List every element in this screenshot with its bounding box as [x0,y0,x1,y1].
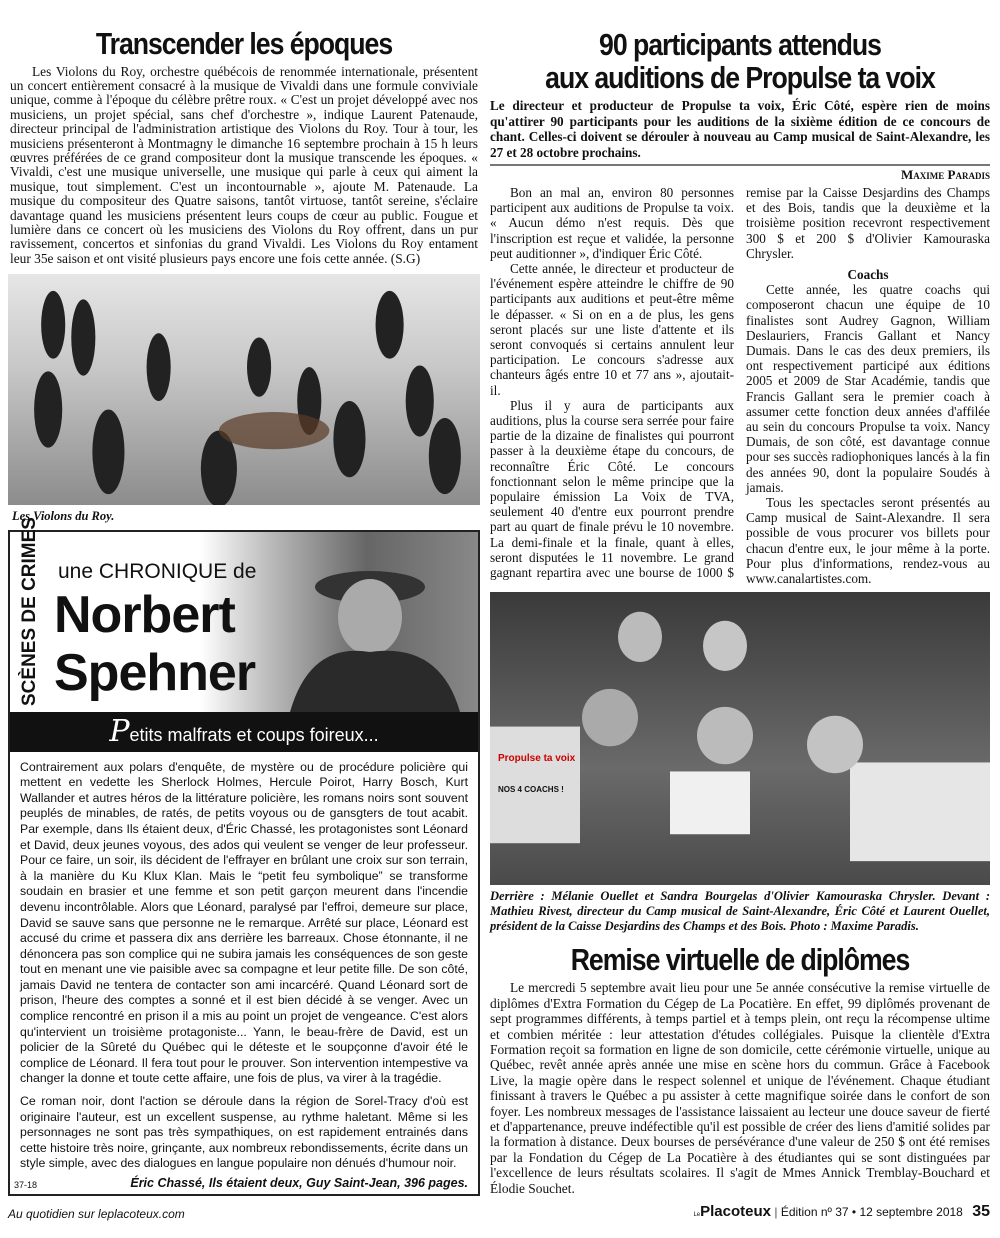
violons-du-roy-photo [8,274,480,504]
article-title: Transcender les époques [95,26,393,61]
paragraph: Cette année, le directeur et producteur de l'événement espère atteindre le chiffre de 90 participants aux auditions et peut-être même le dépasser. « Si on en a de plus, les gens seront placés sur une liste d'attente et ils seront convoqués si certains annulent leur participation. Le concours s'adresse aux chanteurs âgés entre 10 et 77 ans », ajoutait-il. [490,261,734,398]
photo-caption: Derrière : Mélanie Ouellet et Sandra Bourgelas d'Olivier Kamouraska Chrysler. Devant : Mathieu Rivest, directeur du Camp musical de Saint-Alexandre, Éric Côté et Laurent Ouellet, président de la Caisse Desjardins des Champs et des Bois. Photo : Maxime Paradis. [490,888,990,933]
article-lead: Le directeur et producteur de Propulse ta voix, Éric Côté, espère rien de moins qu'attirer 90 participants pour les auditions de la sixième édition de ce concours de chant. Celles-ci doivent se dérouler à nouveau au Camp musical de Saint-Alexandre, les 27 et 28 octobre prochains. [490,98,990,160]
author-first-name: Norbert [54,585,235,644]
article-title [525,28,955,94]
section-vertical-label: SCÈNES DE CRIMES [19,516,40,706]
musicians-image [8,274,480,504]
chronique-code: 37-18 [14,1180,38,1190]
footer-folio [693,1203,990,1221]
chronique-subtitle: etits malfrats et coups foireux... [129,724,379,745]
paragraph: Ce roman noir, dont l'action se déroule dans la région de Sorel-Tracy d'où est originaire l'auteur, est un excellent suspense, au rythme haletant. Même si les personnages ne sont pas très sympathiques, on est rapidement entrainés dans cette histoire très noire, grinçante, aux nombreux rebondissements, écrite dans un style simple, avec des dialogues en langue populaire non dénués d'humour noir. [20,1094,468,1171]
poster-title: Propulse ta voix [498,753,576,765]
title-line: aux auditions de Propulse ta voix [545,60,935,95]
footer-website[interactable]: Au quotidien sur leplacoteux.com [8,1207,185,1221]
article-columns [490,185,990,586]
newspaper-logo: Placoteux [700,1203,771,1220]
article-body [490,980,990,1196]
paragraph: Contrairement aux polars d'enquête, de mystère ou de procédure policière qui mettent en vedette les Sherlock Holmes, Hercule Poirot, Harry Bosch, Kurt Wallander et autres héros de la littérature policière, les romans noirs sont souvent peuplés de minables, de ratés, de petits voyous ou de gansgters de tout acabit. Par exemple, dans Ils étaient deux, d'Éric Chassé, les protagonistes sont Léonard et David, deux jeunes voyous, des ados qui veulent se venger de leur professeur. Pour ce faire, un soir, ils décident de l'effrayer en brûlant une croix sur son terrain, à la manière du Ku Klux Klan. Mais le “petit feu symbolique” se transforme soudain en brasier et une femme et son petit garçon meurent dans l'incendie devenu incontrôlable. Alors que Léonard, paralysé par l'effroi, demeure sur place, David se sauve sans que personne ne le remarque. Arrêté sur place, Léonard est accusé du crime et passera dix ans derrière les barreaux. Chose étonnante, il ne dénoncera pas son complice qui ne subira jamais les conséquences de son geste tout en menant une vie paisible avec sa compagne et leur petite fille. De son côté, jamais David ne tentera de contacter son ami incarcéré. Quand Léonard sort de prison, l'heure des comptes a sonné et il est bien décidé à se venger. Avec un complice rencontré en prison il a mis au point un projet de vengeance. C'est alors qu'intervient un troisième protagoniste... Yann, le beau-frère de David, est un policier de la Sûreté du Québec qui le déteste et le soupçonne d'avoir été le complice de Léonard. Il fera tout pour le prouver. Son intervention intempestive va changer la donne et toute cette affaire, une fois de plus, va virer à la tragédie. [20,759,468,1086]
paragraph: Cette année, les quatre coachs qui composeront chacun une équipe de 10 finalistes sont Audrey Gagnon, William Deslauriers, Francis Gallant et Nancy Dumais. Dans le cas des deux premiers, ils ont respectivement participé aux éditions 2005 et 2009 de Star Académie, tandis que Francis Gallant sera le premier coach à assumer cette fonction deux années d'affilée au sein du concours Propulse ta voix. Nancy Dumais, de son côté, est davantage connue pour ses succès radiophoniques lancés à la fin des années 90, dont la populaire Soudés à jamais. [746,282,990,495]
subhead: Coachs [847,267,889,283]
paragraph: Les Violons du Roy, orchestre québécois de renommée internationale, présentent un concert entièrement consacré à la musique de Vivaldi dans une formule conviviale unique, comme à l'époque du célèbre prêtre roux. « C'est un projet développé avec nos musiciens, un projet spécial, sans chef d'orchestre », indique Laurent Patenaude, directeur principal de l'administration artistique des Violons du Roy. Tour à tour, les musiciens présenteront à Montmagny le dimanche 16 septembre prochain à 15 h leurs œuvres préférées de ce grand compositeur dont la musique transcende les époques. « Vivaldi, c'est une musique universelle, une musique qui parle à ceux qui aiment la musique, tout simplement. C'est un incontournable », ajoute M. Patenaude. La musique du compositeur des Quatre saisons, tantôt virtuose, tantôt sereine, s'éclaire davantage quand les musiciens présentent leurs coups de cœur au public. Fougue et lumière dans ce concert où les musiciens des Violons du Roy offrent, dans un pur ravissement, concertos et sinfonias du grand Vivaldi. Les Violons du Roy entament leur 35e saison et ont visité plusieurs pays encore une fois cette année. (S.G) [10,63,478,266]
chronique-subtitle-bar [10,712,478,752]
paragraph: Le mercredi 5 septembre avait lieu pour une 5e année consécutive la remise virtuelle de diplômes d'Extra Formation du Cégep de La Pocatière. En effet, 99 diplômés provenant de sept programmes différents, à temps partiel et à temps plein, ont reçu la récompense ultime et combien méritée : leur attestation d'études collégiales. Puisque la clientèle d'Extra Formation reçoit sa formation en ligne de son domicile, cette cérémonie virtuelle, unique au Québec, revêt année après année une mise en scène hors du commun. Grâce à Facebook Live, la magie opère dans le respect solennel et unique de l'événement. Chaque étudiant finissant à travers le Québec a pu assister à cette magnifique soirée dans le confort de son foyer. Les nombreux messages de l'assistance laissaient au lecteur une douce saveur de fierté et d'appartenance, preuve indéfectible qu'il est possible de créer des liens d'amitié solides par la formation à distance. Deux bourses de persévérance d'une valeur de 250 $ ont été remises par la Fondation du Cégep de La Pocatière à des étudiantes qui se sont distinguées par l'excellence de leurs résultats scolaires. Il s'agit de Mmes Annick Tremblay-Bouchard et Élodie Souchet. [490,980,990,1196]
subtitle-initial: P [109,713,130,749]
chronique-intro: une CHRONIQUE de [58,559,257,583]
logo-prefix: Le [693,1212,701,1218]
poster-subtitle: NOS 4 COACHS ! [498,785,564,795]
author-last-name: Spehner [54,643,256,702]
book-reference: Éric Chassé, Ils étaient deux, Guy Saint-Jean, 396 pages. [130,1176,468,1190]
photo-caption: Les Violons du Roy. [12,508,115,523]
chronique-footer [10,1172,478,1194]
article-body [8,65,480,267]
paragraph: Plus il y aura de participants aux auditions, plus la course sera serrée pour faire partie de la dizaine de finalistes qui pourront passer à la deuxième étape du concours, de reconnaître Éric Côté. Le concours fonctionnant selon le même principe que la populaire émission La Voix de TVA, seulement 40 d'entre eux pourront prendre part au quart de finale prévu le 10 novembre. La demi-finale et la finale, quant à elles, seront disputées le 11 novembre. Le grand gagnant repartira avec une bourse de 1000 $ remise par la Caisse Desjardins des Champs et des Bois, tandis que la deuxième et la troisième position recevront respectivement 300 $ et 200 $ d'Olivier Kamouraska Chrysler. [490,185,990,581]
right-column [490,28,990,1196]
byline: Maxime Paradis [901,167,990,182]
chronique-box [8,516,480,1196]
paragraph: Bon an mal an, environ 80 personnes participent aux auditions de Propulse ta voix. « Aucun démo n'est requis. Dès que l'inscription est reçue et validée, la personne peut auditionner », d'indiquer Éric Côté. [490,185,734,261]
article-title: Remise virtuelle de diplômes [570,941,910,977]
edition-info: Édition nº 37 • 12 septembre 2018 [780,1205,963,1219]
separator: | [774,1205,778,1219]
left-column [8,28,480,1196]
chronique-header [10,516,478,712]
page-number: 35 [972,1203,990,1220]
paragraph: Tous les spectacles seront présentés au Camp musical de Saint-Alexandre. Il sera possible de vous procurer vos billets pour chacun d'entre eux, le jour même à la porte. Pour plus d'informations, rendez-vous au www.canalartistes.com. [746,495,990,587]
title-line: 90 participants attendus [599,27,881,62]
group-image [490,592,990,884]
chronique-body [10,752,478,1172]
propulse-photo [490,592,990,884]
